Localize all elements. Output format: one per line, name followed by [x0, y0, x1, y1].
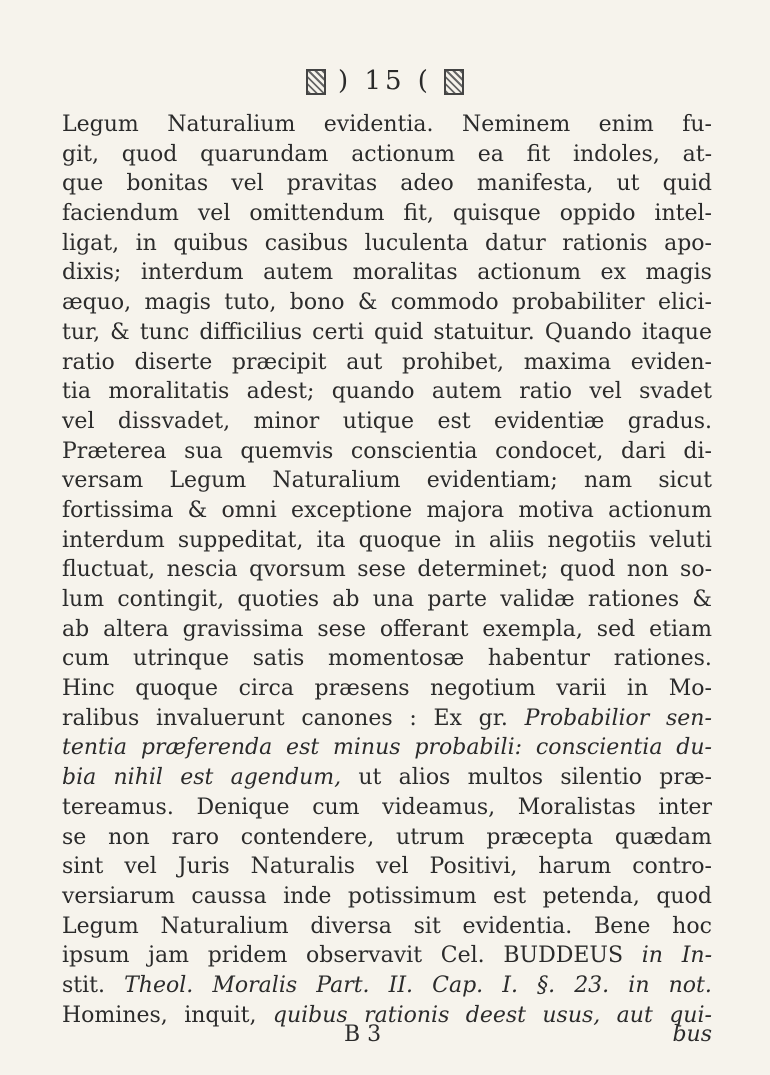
word: determinet; — [417, 557, 549, 583]
word: git, — [62, 141, 99, 167]
word: validæ — [500, 587, 575, 612]
word: in — [626, 676, 649, 702]
word: tia — [62, 379, 91, 405]
text-line — [62, 348, 712, 378]
word: Juris — [177, 854, 230, 880]
word: Quando — [544, 319, 632, 345]
word: adest; — [246, 379, 315, 405]
text-line — [62, 644, 712, 674]
word: diversa — [310, 913, 392, 939]
word: tuto, — [224, 290, 277, 316]
text-line — [62, 496, 712, 526]
word: minus — [333, 735, 401, 761]
word: §. — [537, 972, 556, 998]
word: tentia — [62, 735, 128, 761]
word: enim — [598, 112, 654, 137]
word: versiarum — [62, 883, 175, 909]
word: luculenta — [364, 230, 469, 256]
word: probabili: — [414, 735, 523, 761]
word: & — [357, 290, 378, 316]
text-line — [62, 377, 712, 407]
word: potissimum — [347, 883, 477, 909]
word: Part. — [316, 972, 370, 998]
word: omni — [221, 497, 277, 523]
word: quoties — [237, 587, 319, 612]
text-line — [62, 288, 712, 318]
word: rationis — [562, 230, 648, 256]
word: dissvadet, — [117, 408, 231, 434]
word: altera — [103, 616, 169, 642]
word: una — [372, 587, 415, 612]
word: invaluerunt — [155, 705, 285, 731]
word: ratio — [62, 349, 115, 375]
word: in — [628, 972, 650, 998]
word: caussa — [191, 883, 267, 909]
word: quemvis — [240, 438, 334, 464]
word: svadet — [639, 379, 712, 405]
word: pridem — [207, 943, 288, 969]
word: fortissima — [62, 497, 174, 523]
text-line — [62, 199, 712, 229]
word: bono — [289, 290, 345, 316]
word: exempla, — [482, 616, 583, 642]
word: at- — [682, 141, 712, 167]
word: adeo — [400, 171, 454, 197]
text-line — [62, 704, 712, 734]
word: sint — [62, 854, 104, 880]
word: BUDDEUS — [503, 943, 624, 969]
word: gravissima — [182, 616, 304, 642]
ornament-right-icon — [444, 69, 464, 95]
word: difficilius — [199, 319, 303, 345]
text-line — [62, 407, 712, 437]
word: Positivi, — [429, 854, 518, 880]
word: Naturalis — [250, 854, 356, 880]
word: I. — [502, 972, 518, 998]
word: petenda, — [542, 883, 640, 909]
text-line — [62, 763, 712, 793]
word: quid — [373, 319, 424, 345]
word: inde — [283, 883, 332, 909]
word: prohibet, — [402, 349, 505, 375]
word: eviden- — [630, 349, 712, 375]
text-line — [62, 912, 712, 942]
text-line — [62, 733, 712, 763]
word: tur, — [62, 319, 101, 345]
word: utrum — [396, 824, 465, 850]
word: aut — [346, 349, 383, 375]
word: ipsum — [62, 943, 130, 969]
word: evidentia. — [462, 913, 573, 939]
word: utrinque — [133, 646, 230, 672]
word: lum — [62, 587, 105, 612]
word: omittendum — [249, 201, 385, 227]
word: quisque — [452, 201, 541, 227]
word: fit — [526, 141, 551, 167]
word: harum — [538, 854, 612, 880]
word: habentur — [487, 646, 591, 672]
word: pravitas — [286, 171, 378, 197]
word: quoque — [358, 527, 442, 553]
word: Legum — [169, 468, 247, 494]
word: multos — [467, 765, 544, 791]
word: 23. — [574, 972, 610, 998]
word: præcepta — [486, 824, 594, 850]
word: quod — [559, 557, 616, 583]
word: quarundam — [200, 141, 329, 167]
word: fu- — [682, 112, 712, 137]
word: magis — [144, 290, 211, 316]
word: parte — [427, 587, 487, 612]
word: Legum — [62, 112, 139, 137]
word: Ex — [433, 705, 462, 731]
word: non — [108, 824, 150, 850]
word: evidentiæ — [494, 408, 605, 434]
word: : — [409, 705, 417, 731]
word: evidentiam; — [426, 468, 558, 494]
word: sese — [317, 616, 366, 642]
word: versam — [62, 468, 144, 494]
word: itaque — [641, 319, 712, 345]
word: præsens — [314, 676, 410, 702]
word: observavit — [306, 943, 423, 969]
word: dixis; — [62, 260, 122, 286]
word: contendere, — [240, 824, 375, 850]
word: Cel. — [440, 943, 485, 969]
word: Moralistas — [517, 794, 636, 820]
word: nam — [583, 468, 633, 494]
word: præferenda — [140, 735, 273, 761]
word: ut — [358, 765, 382, 791]
word: actionum — [351, 141, 455, 167]
word: satis — [252, 646, 305, 672]
word: so- — [680, 557, 712, 583]
word: qui- — [669, 1002, 712, 1028]
word: quando — [331, 379, 415, 405]
text-line — [62, 852, 712, 882]
word: sit — [413, 913, 441, 939]
word: negotium — [430, 676, 536, 702]
text-line — [62, 793, 712, 823]
word: intel- — [654, 201, 712, 227]
word: interdum — [62, 527, 165, 553]
word: est — [493, 883, 527, 909]
word: usus, — [542, 1002, 601, 1028]
word: minor — [253, 408, 320, 434]
word: exceptione — [291, 497, 413, 523]
word: commodo — [390, 290, 499, 316]
word: autem — [263, 260, 334, 286]
word: est — [286, 735, 320, 761]
word: vel — [124, 854, 157, 880]
word: maxima — [523, 349, 612, 375]
word: veluti — [649, 527, 712, 553]
text-line — [62, 466, 712, 496]
word: vel — [589, 379, 622, 405]
word: vel — [231, 171, 264, 197]
word: æquo, — [62, 290, 132, 316]
signature-mark: B 3 — [344, 1022, 382, 1047]
word: gr. — [478, 705, 508, 731]
body-text — [62, 110, 712, 1030]
text-line — [62, 110, 712, 140]
word: est — [437, 408, 471, 434]
word: du- — [676, 735, 712, 761]
word: præ- — [659, 765, 712, 791]
word: vel — [62, 408, 95, 434]
word: probabiliter — [512, 290, 645, 316]
word: suppeditat, — [177, 527, 304, 553]
word: evidentia. — [323, 112, 434, 137]
word: vel — [376, 854, 409, 880]
word: inquit, — [184, 1002, 257, 1028]
word: nihil — [113, 765, 163, 791]
word: in — [135, 230, 157, 256]
word: rationis — [364, 1002, 450, 1028]
word: rationes — [587, 587, 680, 612]
page-number: ) 15 ( — [338, 66, 432, 96]
text-line — [62, 615, 712, 645]
word: est — [180, 765, 214, 791]
word: utique — [342, 408, 415, 434]
word: videamus, — [382, 794, 496, 820]
word: Theol. — [124, 972, 194, 998]
word: ita — [316, 527, 346, 553]
word: aut — [616, 1002, 653, 1028]
word: di- — [683, 438, 712, 464]
text-line — [62, 318, 712, 348]
word: ralibus — [62, 705, 140, 731]
word: quibus — [173, 230, 249, 256]
word: interdum — [140, 260, 244, 286]
word: tereamus. — [62, 794, 174, 820]
word: moralitatis — [108, 379, 230, 405]
word: ab — [332, 587, 360, 612]
word: condocet, — [495, 438, 604, 464]
word: statuitur. — [433, 319, 535, 345]
text-line — [62, 1001, 712, 1031]
word: cum — [312, 794, 360, 820]
word: quibus — [272, 1002, 348, 1028]
word: contro- — [632, 854, 712, 880]
text-line — [62, 526, 712, 556]
word: que — [62, 171, 104, 197]
word: canones — [301, 705, 393, 731]
text-line — [62, 140, 712, 170]
text-line — [62, 555, 712, 585]
word: Præterea — [62, 438, 167, 464]
word: & — [692, 587, 712, 612]
word: not. — [668, 972, 712, 998]
text-line — [62, 169, 712, 199]
word: sen- — [665, 705, 712, 731]
word: stit. — [62, 972, 106, 998]
text-line — [62, 823, 712, 853]
word: nescia — [166, 557, 238, 583]
word: indoles, — [572, 141, 660, 167]
word: majora — [426, 497, 505, 523]
word: alios — [398, 765, 451, 791]
word: bonitas — [126, 171, 209, 197]
word: & — [110, 319, 130, 345]
word: quid — [662, 171, 712, 197]
word: se — [62, 824, 87, 850]
text-line — [62, 585, 712, 615]
word: Bene — [594, 913, 651, 939]
word: autem — [431, 379, 502, 405]
word: II. — [388, 972, 414, 998]
word: Hinc — [62, 676, 115, 702]
running-head — [0, 66, 770, 96]
text-line — [62, 941, 712, 971]
word: vel — [197, 201, 231, 227]
text-line — [62, 971, 712, 1001]
word: Moralis — [212, 972, 298, 998]
word: diserte — [134, 349, 213, 375]
word: ea — [477, 141, 504, 167]
word: In- — [681, 943, 712, 969]
word: rationes. — [613, 646, 712, 672]
word: bia — [62, 765, 97, 791]
word: ex — [600, 260, 626, 286]
word: ab — [62, 616, 90, 642]
word: Probabilior — [524, 705, 650, 731]
word: certi — [312, 319, 364, 345]
word: non — [626, 557, 669, 583]
word: apo- — [664, 230, 712, 256]
word: Mo- — [668, 676, 712, 702]
word: qvorsum — [249, 557, 346, 583]
word: sese — [357, 557, 406, 583]
word: manifesta, — [476, 171, 594, 197]
word: deest — [465, 1002, 526, 1028]
word: actionum — [608, 497, 712, 523]
word: negotiis — [547, 527, 637, 553]
word: gradus. — [627, 408, 712, 434]
word: aliis — [488, 527, 535, 553]
word: moralitas — [352, 260, 458, 286]
word: magis — [645, 260, 712, 286]
word: Cap. — [432, 972, 484, 998]
word: circa — [238, 676, 294, 702]
word: Naturalium — [167, 112, 296, 137]
word: agendum, — [230, 765, 342, 791]
ornament-left-icon — [306, 69, 326, 95]
word: cum — [62, 646, 110, 672]
word: elici- — [658, 290, 712, 316]
word: fit, — [403, 201, 434, 227]
word: oppido — [559, 201, 636, 227]
word: in — [641, 943, 663, 969]
word: raro — [171, 824, 219, 850]
word: etiam — [649, 616, 712, 642]
word: Naturalium — [272, 468, 401, 494]
word: quoque — [135, 676, 219, 702]
text-line — [62, 258, 712, 288]
word: contingit, — [117, 587, 225, 612]
word: præcipit — [231, 349, 327, 375]
word: ligat, — [62, 230, 120, 256]
text-line — [62, 674, 712, 704]
word: jam — [148, 943, 189, 969]
word: momentosæ — [328, 646, 465, 672]
word: fluctuat, — [62, 557, 156, 583]
word: ut — [616, 171, 640, 197]
word: hoc — [672, 913, 712, 939]
word: quod — [121, 141, 178, 167]
word: Legum — [62, 913, 139, 939]
word: faciendum — [62, 201, 179, 227]
word: Denique — [196, 794, 290, 820]
word: in — [454, 527, 476, 553]
text-line — [62, 229, 712, 259]
word: casibus — [264, 230, 349, 256]
word: dari — [621, 438, 666, 464]
word: inter — [658, 794, 712, 820]
word: quod — [656, 883, 712, 909]
word: silentio — [560, 765, 642, 791]
word: quædam — [614, 824, 712, 850]
word: sua — [184, 438, 223, 464]
word: & — [187, 497, 208, 523]
word: datur — [485, 230, 546, 256]
word: Homines, — [62, 1002, 168, 1028]
word: sed — [596, 616, 636, 642]
word: conscientia — [350, 438, 478, 464]
word: actionum — [477, 260, 581, 286]
catchword: bus — [672, 1022, 712, 1047]
word: Neminem — [461, 112, 571, 137]
word: conscientia — [535, 735, 663, 761]
text-line — [62, 437, 712, 467]
text-line — [62, 882, 712, 912]
word: ratio — [519, 379, 572, 405]
word: offerant — [379, 616, 469, 642]
word: sicut — [658, 468, 712, 494]
word: tunc — [139, 319, 190, 345]
word: motiva — [518, 497, 594, 523]
word: varii — [556, 676, 607, 702]
word: Naturalium — [160, 913, 289, 939]
